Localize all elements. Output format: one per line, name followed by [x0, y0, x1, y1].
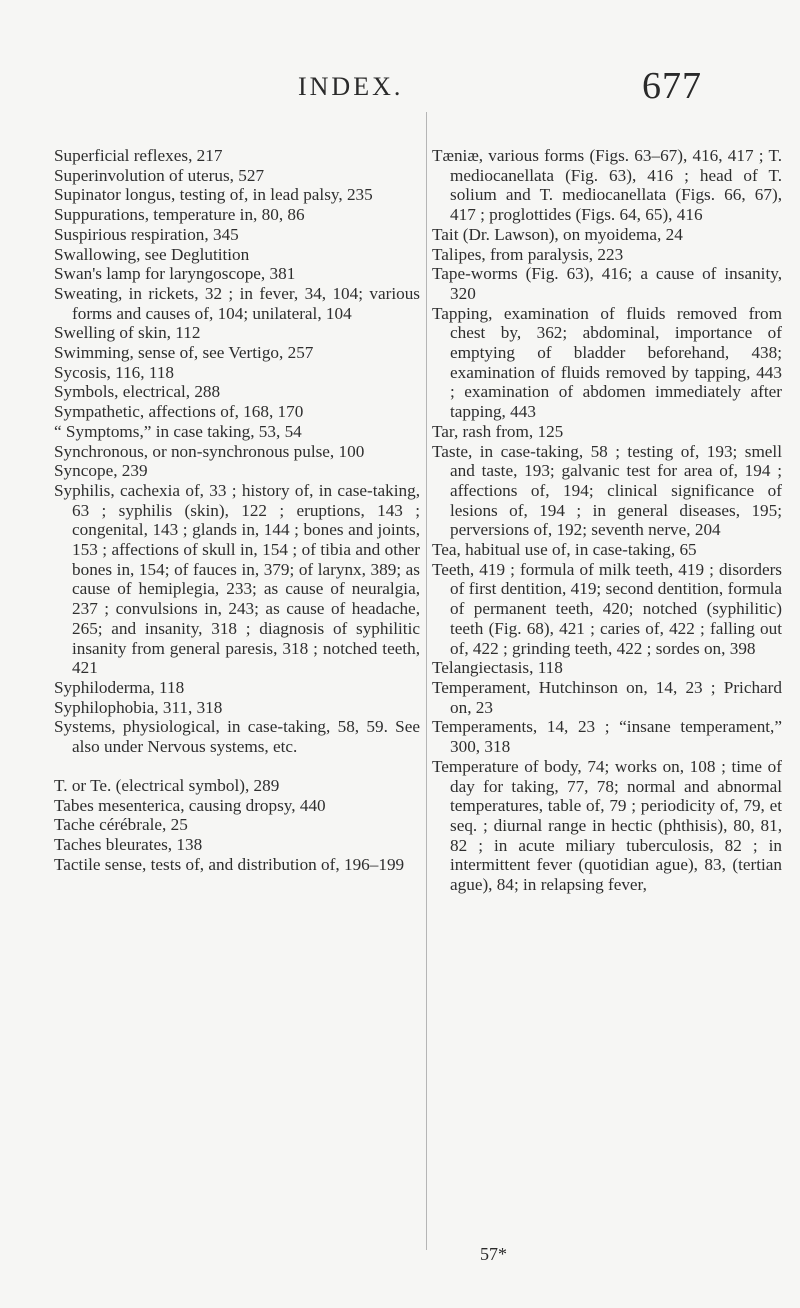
running-title: INDEX.	[298, 72, 404, 101]
index-entry: Swelling of skin, 112	[54, 323, 201, 343]
index-entry: Syphilophobia, 311, 318	[54, 697, 223, 717]
index-entry: Syphiloderma, 118	[54, 677, 185, 697]
index-entry: Talipes, from paralysis, 223	[432, 244, 624, 264]
index-entry: Tea, habitual use of, in case-taking, 65	[432, 540, 697, 560]
index-entry: Superinvolution of uterus, 527	[54, 165, 265, 185]
column-divider	[426, 112, 427, 1250]
index-entry: Tait (Dr. Lawson), on myoidema, 24	[432, 224, 683, 244]
index-entry: Temperament, Hutchinson on, 14, 23 ; Prichard on, 23	[432, 677, 782, 717]
index-entry: Systems, physiological, in case-taking, 58, 59. See also under Nervous systems, etc.	[54, 717, 420, 757]
index-entry: Telangiectasis, 118	[432, 658, 563, 678]
index-entry: Syphilis, cachexia of, 33 ; history of, in case-taking, 63 ; syphilis (skin), 122 ; eruptions, 143 ; congenital, 143 ; glands in, 144 ; bones and joints, 153 ; affections of skull in, 154 ; of tibia and other bones in, 154; of fauces in, 379; of larynx, 389; as cause of hemiplegia, 233; as cause of neuralgia, 237 ; convulsions in, 243; as cause of headache, 265; and insanity, 318 ; diagnosis of syphilitic insanity from general paresis, 318 ; notched teeth, 421	[54, 480, 420, 678]
index-entry: Sweating, in rickets, 32 ; in fever, 34, 104; various forms and causes of, 104; unilateral, 104	[54, 283, 420, 323]
index-entry: Suspirious respiration, 345	[54, 224, 239, 244]
page-header	[0, 0, 800, 110]
index-entry: Synchronous, or non-synchronous pulse, 100	[54, 441, 365, 461]
index-entry: “ Symptoms,” in case taking, 53, 54	[54, 421, 302, 441]
left-column	[54, 146, 420, 874]
index-entry: Swallowing, see Deglutition	[54, 244, 250, 264]
page-number: 677	[642, 65, 702, 107]
index-entry: Syncope, 239	[54, 461, 148, 481]
index-entry: Sympathetic, affections of, 168, 170	[54, 402, 304, 422]
index-entry: Suppurations, temperature in, 80, 86	[54, 205, 305, 225]
index-entry: Temperature of body, 74; works on, 108 ; time of day for taking, 77, 78; normal and abnormal temperatures, table of, 79 ; periodicity of, 79, et seq. ; diurnal range in hectic (phthisis), 80, 81, 82 ; in acute miliary tuberculosis, 82 ; in intermittent fever (quotidian ague), 83, (tertian ague), 84; in relapsing fever,	[432, 756, 782, 895]
index-entry: Tape-worms (Fig. 63), 416; a cause of insanity, 320	[432, 264, 782, 303]
index-entry: Tapping, examination of fluids removed from chest by, 362; abdominal, importance of emptying of bladder beforehand, 438; examination of fluids removed by tapping, 443 ; examination of abdomen immediately after tapping, 443	[432, 303, 782, 422]
index-entry: Tache cérébrale, 25	[54, 815, 188, 835]
index-entry: Swan's lamp for laryngoscope, 381	[54, 264, 296, 284]
index-entry: Teeth, 419 ; formula of milk teeth, 419 ; disorders of first dentition, 419; second dentition, formula of permanent teeth, 420; notched (syphilitic) teeth (Fig. 68), 421 ; caries of, 422 ; falling out of, 422 ; grinding teeth, 422 ; sordes on, 398	[432, 559, 782, 658]
index-entry: Superficial reflexes, 217	[54, 146, 223, 165]
index-entry: Supinator longus, testing of, in lead palsy, 235	[54, 185, 373, 205]
index-entry: Taste, in case-taking, 58 ; testing of, 193; smell and taste, 193; galvanic test for area of, 194 ; affections of, 194; clinical significance of lesions of, 194 ; in general diseases, 195; perversions of, 192; seventh nerve, 204	[432, 441, 782, 540]
index-entry: Tactile sense, tests of, and distribution of, 196–199	[54, 854, 405, 874]
index-entry: Swimming, sense of, see Vertigo, 257	[54, 343, 314, 363]
index-entry: Symbols, electrical, 288	[54, 382, 221, 402]
index-entry: T. or Te. (electrical symbol), 289	[54, 775, 280, 795]
index-entry: Tæniæ, various forms (Figs. 63–67), 416, 417 ; T. mediocanellata (Fig. 63), 416 ; head of T. solium and T. mediocanellata (Figs. 66, 67), 417 ; proglottides (Figs. 64, 65), 416	[432, 146, 782, 225]
printer-signature-mark: 57*	[480, 1244, 507, 1264]
index-entry: Taches bleurates, 138	[54, 834, 203, 854]
index-entry: Temperaments, 14, 23 ; “insane temperament,” 300, 318	[432, 717, 782, 757]
index-entry: Tar, rash from, 125	[432, 421, 564, 441]
right-column	[432, 146, 782, 895]
index-entry: Sycosis, 116, 118	[54, 362, 175, 382]
index-entry: Tabes mesenterica, causing dropsy, 440	[54, 795, 326, 815]
